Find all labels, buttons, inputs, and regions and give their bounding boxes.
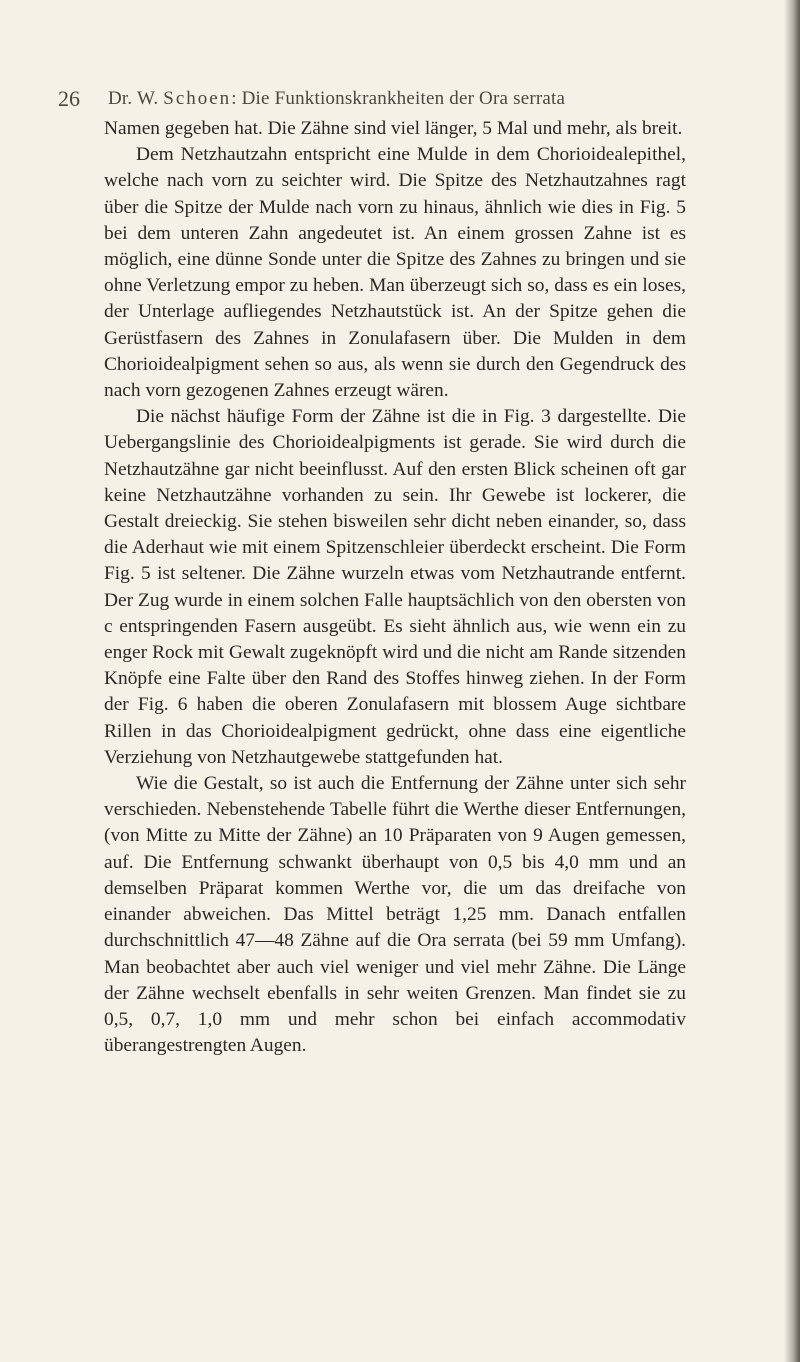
paragraph-2: Dem Netzhautzahn entspricht eine Mulde in dem Chorioidealepithel, welche nach vorn zu seichter wird. Die Spitze des Netzhautzahnes ragt über die Spitze der Mulde nach vorn zu hinaus, ähnlich wie dies in Fig. 5 bei dem unteren Zahn angedeutet ist. An einem grossen Zahne ist es möglich, eine dünne Sonde unter die Spitze des Zahnes zu bringen und sie ohne Verletzung empor zu heben. Man überzeugt sich so, dass es ein loses, der Unterlage aufliegendes Netzhautstück ist. An der Spitze gehen die Gerüstfasern des Zahnes in Zonulafasern über. Die Mulden in dem Chorioidealpigment sehen so aus, als wenn sie durch den Gegendruck des nach vorn gezogenen Zahnes erzeugt wären. xyxy=(104,144,686,402)
page-number: 26 xyxy=(58,86,80,111)
author-prefix: Dr. W. xyxy=(108,88,159,109)
paragraph-4: Wie die Gestalt, so ist auch die Entfernung der Zähne unter sich sehr verschieden. Nebenstehende Tabelle führt die Werthe dieser Entfernungen, (von Mitte zu Mitte der Zähne) an 10 Präparaten von 9 Augen gemessen, auf. Die Entfernung schwankt überhaupt von 0,5 bis 4,0 mm und an demselben Präparat kommen Werthe vor, die um das dreifache von einander abweichen. Das Mittel beträgt 1,25 mm. Danach entfallen durchschnittlich 47—48 Zähne auf die Ora serrata (bei 59 mm Umfang). Man beobachtet aber auch viel weniger und viel mehr Zähne. Die Länge der Zähne wechselt ebenfalls in sehr weiten Grenzen. Man findet sie zu 0,5, 0,7, 1,0 mm und mehr schon bei einfach accommodativ überangestrengten Augen. xyxy=(104,773,686,1057)
author-name: Schoen xyxy=(163,88,232,109)
paragraph-3: Die nächst häufige Form der Zähne ist die in Fig. 3 dargestellte. Die Uebergangslinie des Chorioidealpigments ist gerade. Sie wird durch die Netzhautzähne gar nicht beeinflusst. Auf den ersten Blick scheinen oft gar keine Netzhautzähne vorhanden zu sein. Ihr Gewebe ist lockerer, die Gestalt dreieckig. Sie stehen bisweilen sehr dicht neben einander, so, dass die Aderhaut wie mit einem Spitzenschleier überdeckt erscheint. Die Form Fig. 5 ist seltener. Die Zähne wurzeln etwas vom Netzhautrande entfernt. Der Zug wurde in einem solchen Falle hauptsächlich von den obersten von c entspringenden Fasern ausgeübt. Es sieht ähnlich aus, wie wenn ein zu enger Rock mit Gewalt zugeknöpft wird und die nicht am Rande sitzenden Knöpfe eine Falte über den Rand des Stoffes hinweg ziehen. In der Form der Fig. 6 haben die oberen Zonulafasern mit blossem Auge sichtbare Rillen in das Chorioidealpigment gedrückt, ohne dass eine eigentliche Verziehung von Netzhautgewebe stattgefunden hat. xyxy=(104,406,686,768)
paragraph-1: Namen gegeben hat. Die Zähne sind viel länger, 5 Mal und mehr, als breit. xyxy=(104,118,683,139)
running-title xyxy=(108,88,565,110)
title-rest: : Die Funktionskrankheiten der Ora serrata xyxy=(231,88,566,109)
running-header xyxy=(58,86,688,116)
body-text xyxy=(104,116,686,1059)
page-edge-shadow xyxy=(784,0,800,1362)
